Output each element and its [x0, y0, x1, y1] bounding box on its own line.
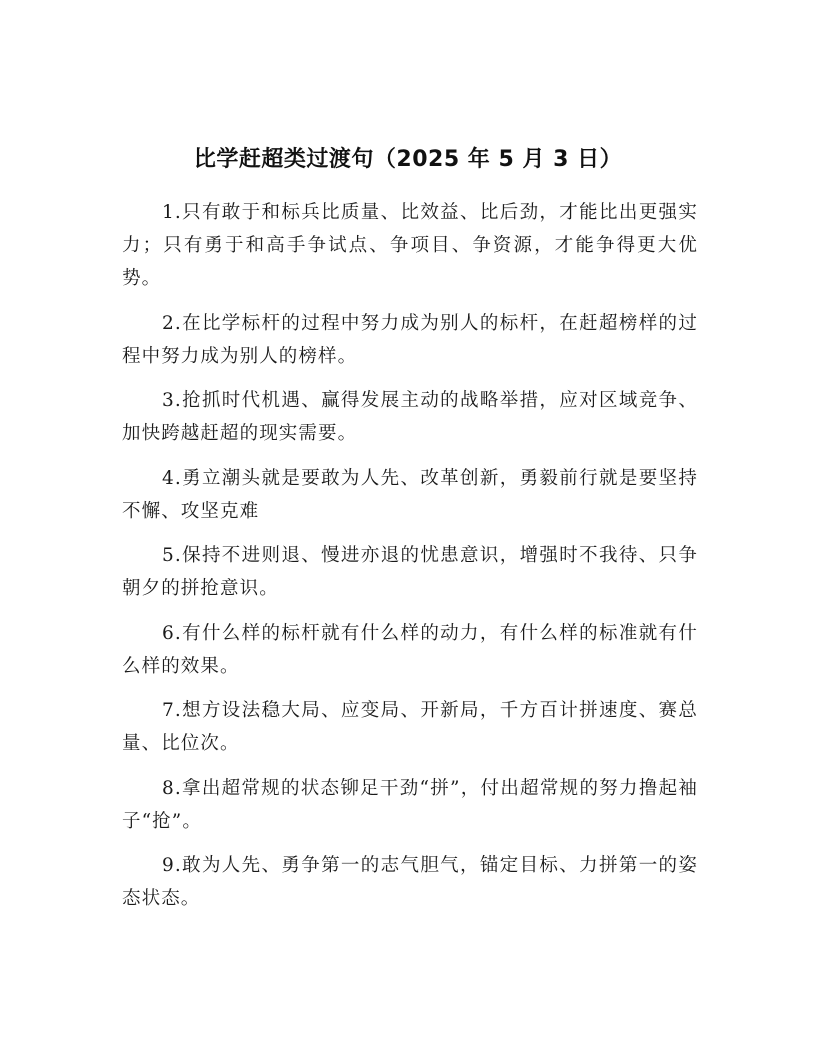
paragraph-item-9: 9.敢为人先、勇争第一的志气胆气，锚定目标、力拼第一的姿态状态。 [122, 855, 698, 909]
paragraph-item-1: 1.只有敢于和标兵比质量、比效益、比后劲，才能比出更强实力；只有勇于和高手争试点、争项目、争资源，才能争得更大优势。 [122, 202, 698, 289]
paragraph-item-7: 7.想方设法稳大局、应变局、开新局，千方百计拼速度、赛总量、比位次。 [122, 700, 698, 754]
paragraph-item-2: 2.在比学标杆的过程中努力成为别人的标杆，在赶超榜样的过程中努力成为别人的榜样。 [122, 312, 698, 367]
document-body [122, 196, 698, 927]
page-title: 比学赶超类过渡句（2025 年 5 月 3 日） [193, 147, 623, 172]
paragraph-item-6: 6.有什么样的标杆就有什么样的动力，有什么样的标准就有什么样的效果。 [122, 622, 698, 677]
paragraph-item-4: 4.勇立潮头就是要敢为人先、改革创新，勇毅前行就是要坚持不懈、攻坚克难 [122, 467, 698, 522]
paragraph-item-8: 8.拿出超常规的状态铆足干劲“拼”，付出超常规的努力撸起袖子“抢”。 [122, 777, 698, 832]
paragraph-item-3: 3.抢抓时代机遇、赢得发展主动的战略举措，应对区域竞争、加快跨越赶超的现实需要。 [122, 390, 698, 444]
paragraph-item-5: 5.保持不进则退、慢进亦退的忧患意识，增强时不我待、只争朝夕的拼抢意识。 [122, 545, 698, 599]
